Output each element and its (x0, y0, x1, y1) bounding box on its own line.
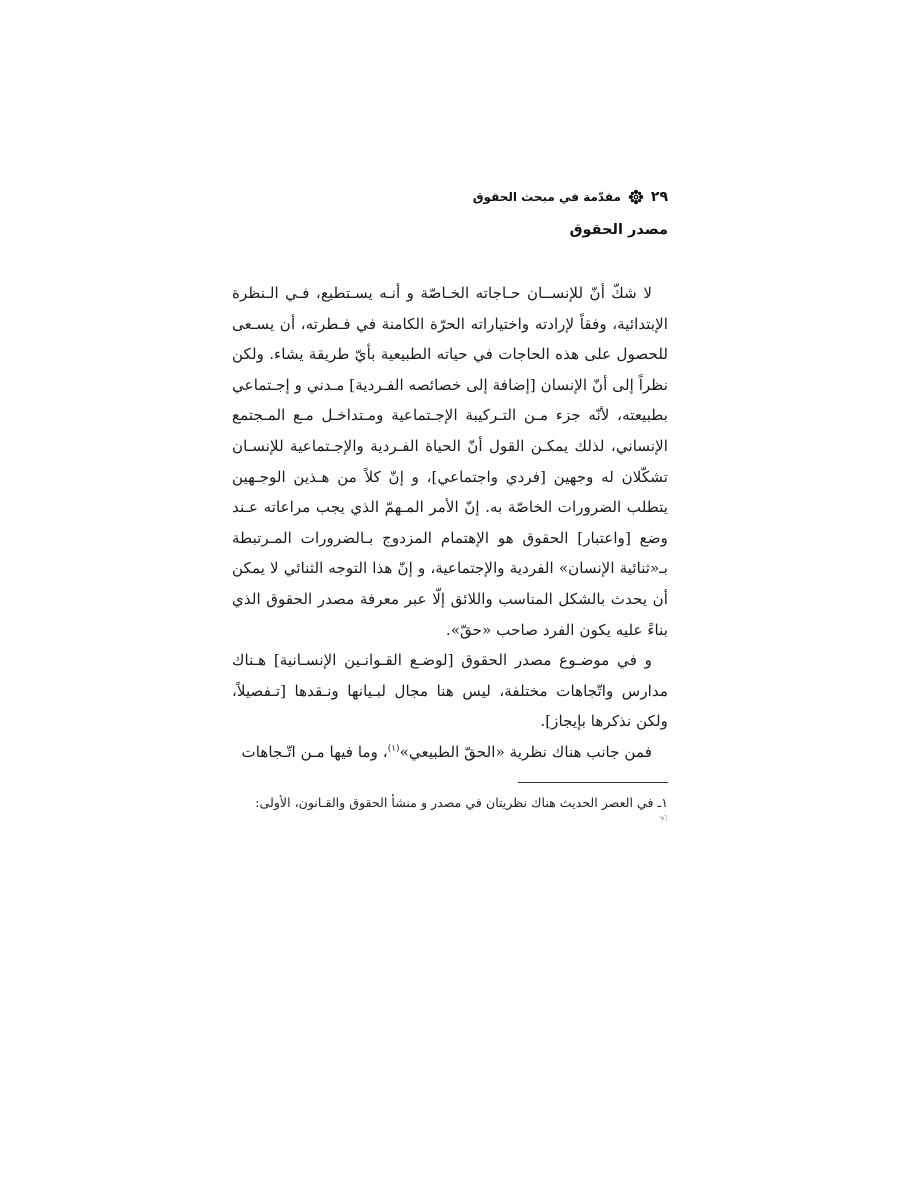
footnote-reference: (١) (387, 743, 400, 754)
flower-ornament-icon (628, 189, 644, 205)
running-title: مقدّمة في مبحث الحقوق (472, 190, 621, 204)
paragraph (232, 737, 668, 768)
paragraph-text: فمن جانب هناك نظرية «الحقّ الطبيعي» (399, 742, 652, 761)
running-header (232, 180, 668, 214)
pointing-hand-icon: ☜ (658, 811, 668, 825)
section-title: مصدر الحقوق (569, 222, 668, 238)
paragraph-text: ، وما فيها مـن اتّـجاهات (241, 742, 388, 761)
body-text (232, 278, 668, 768)
page-number: ٢٩ (650, 189, 668, 205)
book-page (232, 180, 668, 825)
footnote-divider (518, 782, 668, 783)
paragraph: و في موضـوع مصدر الحقوق [لوضـع القـوانـين الإنسـانية] هـناك مدارس واتّجاهات مختلفة، ليس هنا مجال لبـيانها ونـقدها [تـفصيلاً، ولكن نذكرها بإيجاز]. (232, 651, 668, 731)
paragraph: لا شكّ أنّ للإنســان حـاجاته الخـاصّة و أنـه يسـتطيع، فـي الـنظرة الإبتدائية، وفقاً لإرادته واختياراته الحرّة الكامنة في فـطرته، أن يسـعى للحصول على هذه الحاجات في حياته الطبيعية بأيّ طريقة يشاء. ولكن نظراً إلى أنّ الإنسان [إضافة إلى خصائصه الفـردية] مـدني و إجـتماعي بطبيعته، لأنّه جزء مـن التـركيبة الإجـتماعية ومـتداخـل مـع المـجتمع الإنساني، لذلك يمكـن القول أنّ الحياة الفـردية والإجـتماعية للإنسـان تشكّلان له وجهين [فردي واجتماعي]، و إنّ كلاً من هـذين الوجـهين يتطلب الضرورات الخاصّة به. إنّ الأمر المـهمّ الذي يجب مراعاته عـند وضع [واعتبار] الحقوق هو الإهتمام المزدوج بـالضرورات المـرتبطة بـ«ثنائية الإنسان» الفردية والإجتماعية، و إنّ هذا التوجه الثنائي لا يمكن أن يحدث بالشكل المناسب واللائق إلّا عبر معرفة مصدر الحقوق الذي بناءً عليه يكون الفرد صاحب «حقّ». (232, 284, 668, 639)
footnote-text: ١ـ في العصر الحديث هناك نظريتان في مصدر و منشأ الحقوق والقـانون، الأولى: (255, 794, 668, 810)
footnote (232, 793, 668, 825)
